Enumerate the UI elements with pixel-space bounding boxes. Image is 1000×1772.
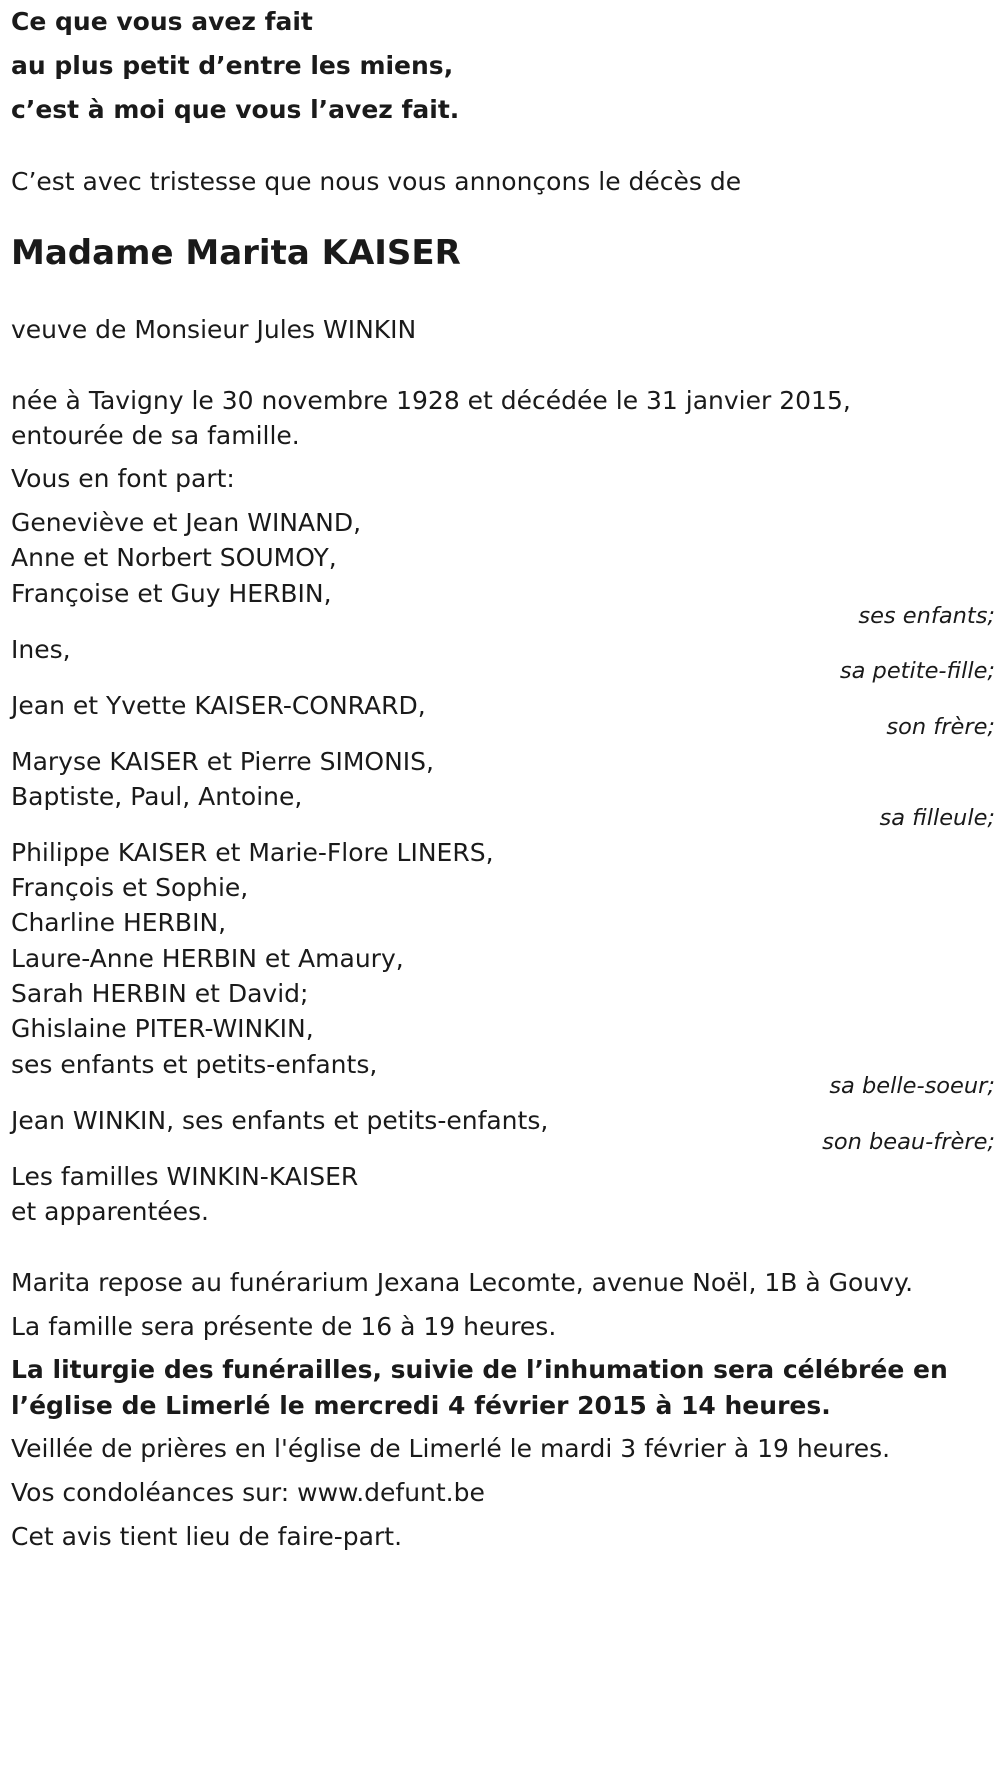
intro-text: C’est avec tristesse que nous vous annonçons le décès de [11, 167, 742, 196]
family-name-line: Laure-Anne HERBIN et Amaury, [11, 944, 404, 973]
family-role: ses enfants; [858, 603, 995, 629]
family-name-line: Sarah HERBIN et David; [11, 979, 309, 1008]
condolences-info: Vos condoléances sur: www.defunt.be [11, 1478, 485, 1507]
funerarium-info: Marita repose au funérarium Jexana Lecomte, avenue Noël, 1B à Gouvy. [11, 1268, 914, 1297]
family-name-line: Anne et Norbert SOUMOY, [11, 543, 337, 572]
family-name-line: François et Sophie, [11, 873, 249, 902]
vigil-info: Veillée de prières en l'église de Limerlé le mardi 3 février à 19 heures. [11, 1434, 891, 1463]
verse-line-1: Ce que vous avez fait [11, 7, 313, 36]
family-name-line: Françoise et Guy HERBIN, [11, 579, 332, 608]
birth-death-line-2: entourée de sa famille. [11, 421, 300, 450]
liturgy-line-2: l’église de Limerlé le mercredi 4 février 2015 à 14 heures. [11, 1391, 831, 1420]
family-presence: La famille sera présente de 16 à 19 heures. [11, 1312, 557, 1341]
family-name-line: Maryse KAISER et Pierre SIMONIS, [11, 747, 434, 776]
family-name-line: Philippe KAISER et Marie-Flore LINERS, [11, 838, 494, 867]
family-role: son frère; [886, 714, 995, 740]
deceased-name: Madame Marita KAISER [11, 233, 461, 273]
family-name-line: Ghislaine PITER-WINKIN, [11, 1014, 314, 1043]
widow-of: veuve de Monsieur Jules WINKIN [11, 315, 417, 344]
family-name-line: Baptiste, Paul, Antoine, [11, 782, 303, 811]
family-role: sa petite-fille; [839, 658, 995, 684]
family-name-line: Charline HERBIN, [11, 908, 227, 937]
family-role: sa filleule; [879, 805, 995, 831]
family-role: sa belle-soeur; [829, 1073, 995, 1099]
family-name-line: Jean WINKIN, ses enfants et petits-enfants, [11, 1106, 549, 1135]
liturgy-line-1: La liturgie des funérailles, suivie de l’inhumation sera célébrée en [11, 1355, 948, 1384]
verse-line-2: au plus petit d’entre les miens, [11, 51, 454, 80]
family-name-line: Ines, [11, 635, 71, 664]
family-name-line: et apparentées. [11, 1197, 209, 1226]
announce-label: Vous en font part: [11, 464, 235, 493]
family-name-line: Jean et Yvette KAISER-CONRARD, [11, 691, 426, 720]
verse-line-3: c’est à moi que vous l’avez fait. [11, 95, 460, 124]
family-name-line: Les familles WINKIN-KAISER [11, 1162, 359, 1191]
family-role: son beau-frère; [822, 1129, 995, 1155]
birth-death-line-1: née à Tavigny le 30 novembre 1928 et décédée le 31 janvier 2015, [11, 386, 851, 415]
family-name-line: ses enfants et petits-enfants, [11, 1050, 378, 1079]
family-name-line: Geneviève et Jean WINAND, [11, 508, 362, 537]
notice-text: Cet avis tient lieu de faire-part. [11, 1522, 403, 1551]
